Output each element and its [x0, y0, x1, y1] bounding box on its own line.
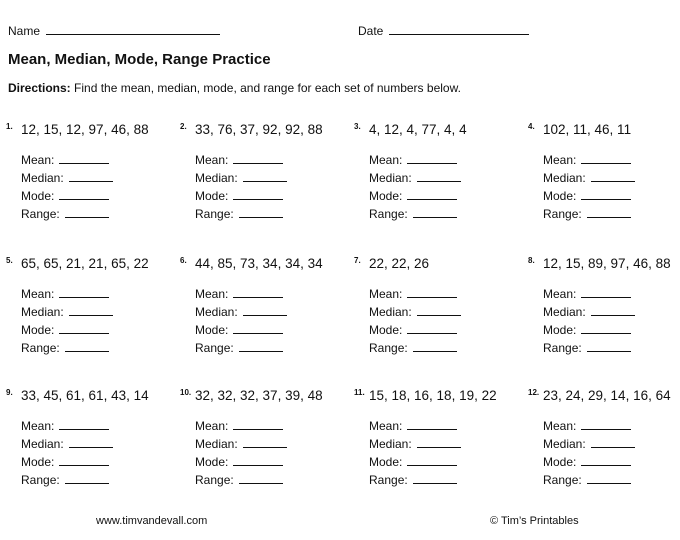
- problem-number: 3.: [354, 122, 361, 131]
- range-label: Range:: [369, 473, 408, 487]
- range-row: [21, 341, 109, 355]
- mode-label: Mode:: [369, 323, 403, 337]
- mode-label: Mode:: [21, 189, 55, 203]
- mean-answer-blank[interactable]: [59, 153, 109, 164]
- mode-row: [543, 455, 631, 469]
- directions-text: Find the mean, median, mode, and range for each set of numbers below.: [70, 81, 461, 95]
- range-label: Range:: [195, 207, 234, 221]
- number-set: 44, 85, 73, 34, 34, 34: [195, 256, 323, 271]
- median-answer-blank[interactable]: [591, 437, 635, 448]
- range-label: Range:: [369, 341, 408, 355]
- mode-answer-blank[interactable]: [581, 455, 631, 466]
- mean-label: Mean:: [21, 419, 55, 433]
- problem-number: 8.: [528, 256, 535, 265]
- mean-row: [195, 287, 283, 301]
- range-row: [21, 207, 109, 221]
- problem-number: 10.: [180, 388, 192, 397]
- range-row: [369, 473, 457, 487]
- problem-number: 7.: [354, 256, 361, 265]
- median-label: Median:: [195, 437, 238, 451]
- mode-answer-blank[interactable]: [233, 455, 283, 466]
- footer-website: www.timvandevall.com: [96, 515, 208, 527]
- mean-row: [543, 287, 631, 301]
- number-set: 4, 12, 4, 77, 4, 4: [369, 122, 467, 137]
- mean-label: Mean:: [543, 287, 577, 301]
- mode-row: [369, 323, 457, 337]
- mode-row: [369, 189, 457, 203]
- mean-answer-blank[interactable]: [233, 419, 283, 430]
- mode-label: Mode:: [369, 455, 403, 469]
- range-answer-blank[interactable]: [413, 341, 457, 352]
- mode-label: Mode:: [543, 455, 577, 469]
- median-answer-blank[interactable]: [417, 437, 461, 448]
- number-set: 33, 45, 61, 61, 43, 14: [21, 388, 149, 403]
- range-label: Range:: [21, 207, 60, 221]
- date-blank[interactable]: [389, 24, 529, 35]
- median-answer-blank[interactable]: [417, 171, 461, 182]
- mean-answer-blank[interactable]: [59, 287, 109, 298]
- number-set: 12, 15, 89, 97, 46, 88: [543, 256, 671, 271]
- mode-label: Mode:: [543, 323, 577, 337]
- number-set: 65, 65, 21, 21, 65, 22: [21, 256, 149, 271]
- name-field[interactable]: [8, 24, 220, 38]
- median-label: Median:: [543, 437, 586, 451]
- mode-answer-blank[interactable]: [581, 323, 631, 334]
- median-row: [369, 305, 461, 319]
- median-row: [21, 437, 113, 451]
- mean-row: [195, 419, 283, 433]
- range-answer-blank[interactable]: [587, 341, 631, 352]
- median-label: Median:: [195, 171, 238, 185]
- median-row: [543, 171, 635, 185]
- mean-answer-blank[interactable]: [407, 287, 457, 298]
- mode-row: [195, 455, 283, 469]
- mode-row: [543, 189, 631, 203]
- median-label: Median:: [21, 437, 64, 451]
- mean-label: Mean:: [195, 419, 229, 433]
- range-answer-blank[interactable]: [65, 207, 109, 218]
- range-label: Range:: [21, 341, 60, 355]
- mean-label: Mean:: [369, 153, 403, 167]
- range-answer-blank[interactable]: [239, 341, 283, 352]
- mode-row: [195, 323, 283, 337]
- range-label: Range:: [195, 341, 234, 355]
- range-label: Range:: [195, 473, 234, 487]
- median-row: [21, 171, 113, 185]
- range-row: [369, 207, 457, 221]
- median-label: Median:: [21, 171, 64, 185]
- mode-label: Mode:: [21, 455, 55, 469]
- range-answer-blank[interactable]: [65, 473, 109, 484]
- mean-answer-blank[interactable]: [233, 153, 283, 164]
- median-row: [543, 437, 635, 451]
- median-label: Median:: [21, 305, 64, 319]
- median-label: Median:: [369, 305, 412, 319]
- problem-number: 12.: [528, 388, 540, 397]
- median-answer-blank[interactable]: [69, 437, 113, 448]
- range-label: Range:: [543, 207, 582, 221]
- mean-label: Mean:: [195, 153, 229, 167]
- median-label: Median:: [195, 305, 238, 319]
- mode-row: [21, 189, 109, 203]
- mode-answer-blank[interactable]: [581, 189, 631, 200]
- mean-answer-blank[interactable]: [581, 153, 631, 164]
- mode-answer-blank[interactable]: [59, 323, 109, 334]
- mean-row: [369, 153, 457, 167]
- mean-row: [195, 153, 283, 167]
- mode-answer-blank[interactable]: [59, 189, 109, 200]
- range-row: [195, 341, 283, 355]
- mode-label: Mode:: [195, 189, 229, 203]
- name-blank[interactable]: [46, 24, 220, 35]
- range-row: [369, 341, 457, 355]
- mode-answer-blank[interactable]: [233, 189, 283, 200]
- number-set: 23, 24, 29, 14, 16, 64: [543, 388, 671, 403]
- range-row: [21, 473, 109, 487]
- mode-row: [369, 455, 457, 469]
- mode-row: [195, 189, 283, 203]
- range-label: Range:: [543, 341, 582, 355]
- mean-answer-blank[interactable]: [581, 419, 631, 430]
- range-answer-blank[interactable]: [239, 473, 283, 484]
- mean-row: [21, 419, 109, 433]
- mean-label: Mean:: [369, 419, 403, 433]
- median-row: [195, 437, 287, 451]
- mean-label: Mean:: [21, 153, 55, 167]
- problem-number: 11.: [354, 388, 365, 397]
- mean-label: Mean:: [21, 287, 55, 301]
- mean-row: [21, 287, 109, 301]
- mode-label: Mode:: [369, 189, 403, 203]
- problem-number: 6.: [180, 256, 187, 265]
- range-row: [543, 207, 631, 221]
- date-field[interactable]: [358, 24, 529, 38]
- name-label: Name: [8, 24, 41, 38]
- mean-row: [369, 419, 457, 433]
- directions: [8, 81, 461, 95]
- mode-answer-blank[interactable]: [407, 455, 457, 466]
- mean-label: Mean:: [369, 287, 403, 301]
- median-label: Median:: [543, 305, 586, 319]
- mean-label: Mean:: [195, 287, 229, 301]
- number-set: 33, 76, 37, 92, 92, 88: [195, 122, 323, 137]
- range-row: [543, 473, 631, 487]
- mode-label: Mode:: [21, 323, 55, 337]
- range-answer-blank[interactable]: [413, 473, 457, 484]
- median-row: [195, 171, 287, 185]
- mode-label: Mode:: [195, 323, 229, 337]
- mean-answer-blank[interactable]: [581, 287, 631, 298]
- median-answer-blank[interactable]: [69, 305, 113, 316]
- mean-row: [369, 287, 457, 301]
- mean-row: [543, 419, 631, 433]
- mean-answer-blank[interactable]: [233, 287, 283, 298]
- range-label: Range:: [21, 473, 60, 487]
- median-answer-blank[interactable]: [69, 171, 113, 182]
- mode-answer-blank[interactable]: [407, 189, 457, 200]
- median-row: [195, 305, 287, 319]
- number-set: 32, 32, 32, 37, 39, 48: [195, 388, 323, 403]
- mode-label: Mode:: [543, 189, 577, 203]
- median-answer-blank[interactable]: [243, 171, 287, 182]
- date-label: Date: [358, 24, 384, 38]
- mode-answer-blank[interactable]: [407, 323, 457, 334]
- range-row: [195, 473, 283, 487]
- mode-answer-blank[interactable]: [59, 455, 109, 466]
- median-row: [543, 305, 635, 319]
- footer-copyright: © Tim’s Printables: [490, 515, 579, 527]
- problem-number: 9.: [6, 388, 13, 397]
- directions-label: Directions:: [8, 81, 71, 95]
- median-label: Median:: [543, 171, 586, 185]
- problem-number: 4.: [528, 122, 535, 131]
- range-label: Range:: [543, 473, 582, 487]
- range-answer-blank[interactable]: [587, 207, 631, 218]
- mode-row: [21, 323, 109, 337]
- mean-label: Mean:: [543, 153, 577, 167]
- median-answer-blank[interactable]: [243, 437, 287, 448]
- mode-answer-blank[interactable]: [233, 323, 283, 334]
- mean-row: [21, 153, 109, 167]
- median-answer-blank[interactable]: [591, 171, 635, 182]
- range-answer-blank[interactable]: [413, 207, 457, 218]
- problem-number: 5.: [6, 256, 13, 265]
- problem-number: 1.: [6, 122, 13, 131]
- mean-row: [543, 153, 631, 167]
- range-answer-blank[interactable]: [65, 341, 109, 352]
- median-answer-blank[interactable]: [243, 305, 287, 316]
- number-set: 15, 18, 16, 18, 19, 22: [369, 388, 497, 403]
- mode-row: [543, 323, 631, 337]
- mean-answer-blank[interactable]: [407, 153, 457, 164]
- range-row: [543, 341, 631, 355]
- page-title: Mean, Median, Mode, Range Practice: [8, 51, 271, 68]
- problem-number: 2.: [180, 122, 187, 131]
- median-row: [21, 305, 113, 319]
- median-answer-blank[interactable]: [417, 305, 461, 316]
- range-row: [195, 207, 283, 221]
- range-label: Range:: [369, 207, 408, 221]
- median-label: Median:: [369, 437, 412, 451]
- mean-label: Mean:: [543, 419, 577, 433]
- median-row: [369, 437, 461, 451]
- mean-answer-blank[interactable]: [407, 419, 457, 430]
- number-set: 12, 15, 12, 97, 46, 88: [21, 122, 149, 137]
- median-answer-blank[interactable]: [591, 305, 635, 316]
- median-row: [369, 171, 461, 185]
- mean-answer-blank[interactable]: [59, 419, 109, 430]
- mode-row: [21, 455, 109, 469]
- number-set: 102, 11, 46, 11: [543, 122, 632, 137]
- range-answer-blank[interactable]: [239, 207, 283, 218]
- median-label: Median:: [369, 171, 412, 185]
- range-answer-blank[interactable]: [587, 473, 631, 484]
- mode-label: Mode:: [195, 455, 229, 469]
- number-set: 22, 22, 26: [369, 256, 430, 271]
